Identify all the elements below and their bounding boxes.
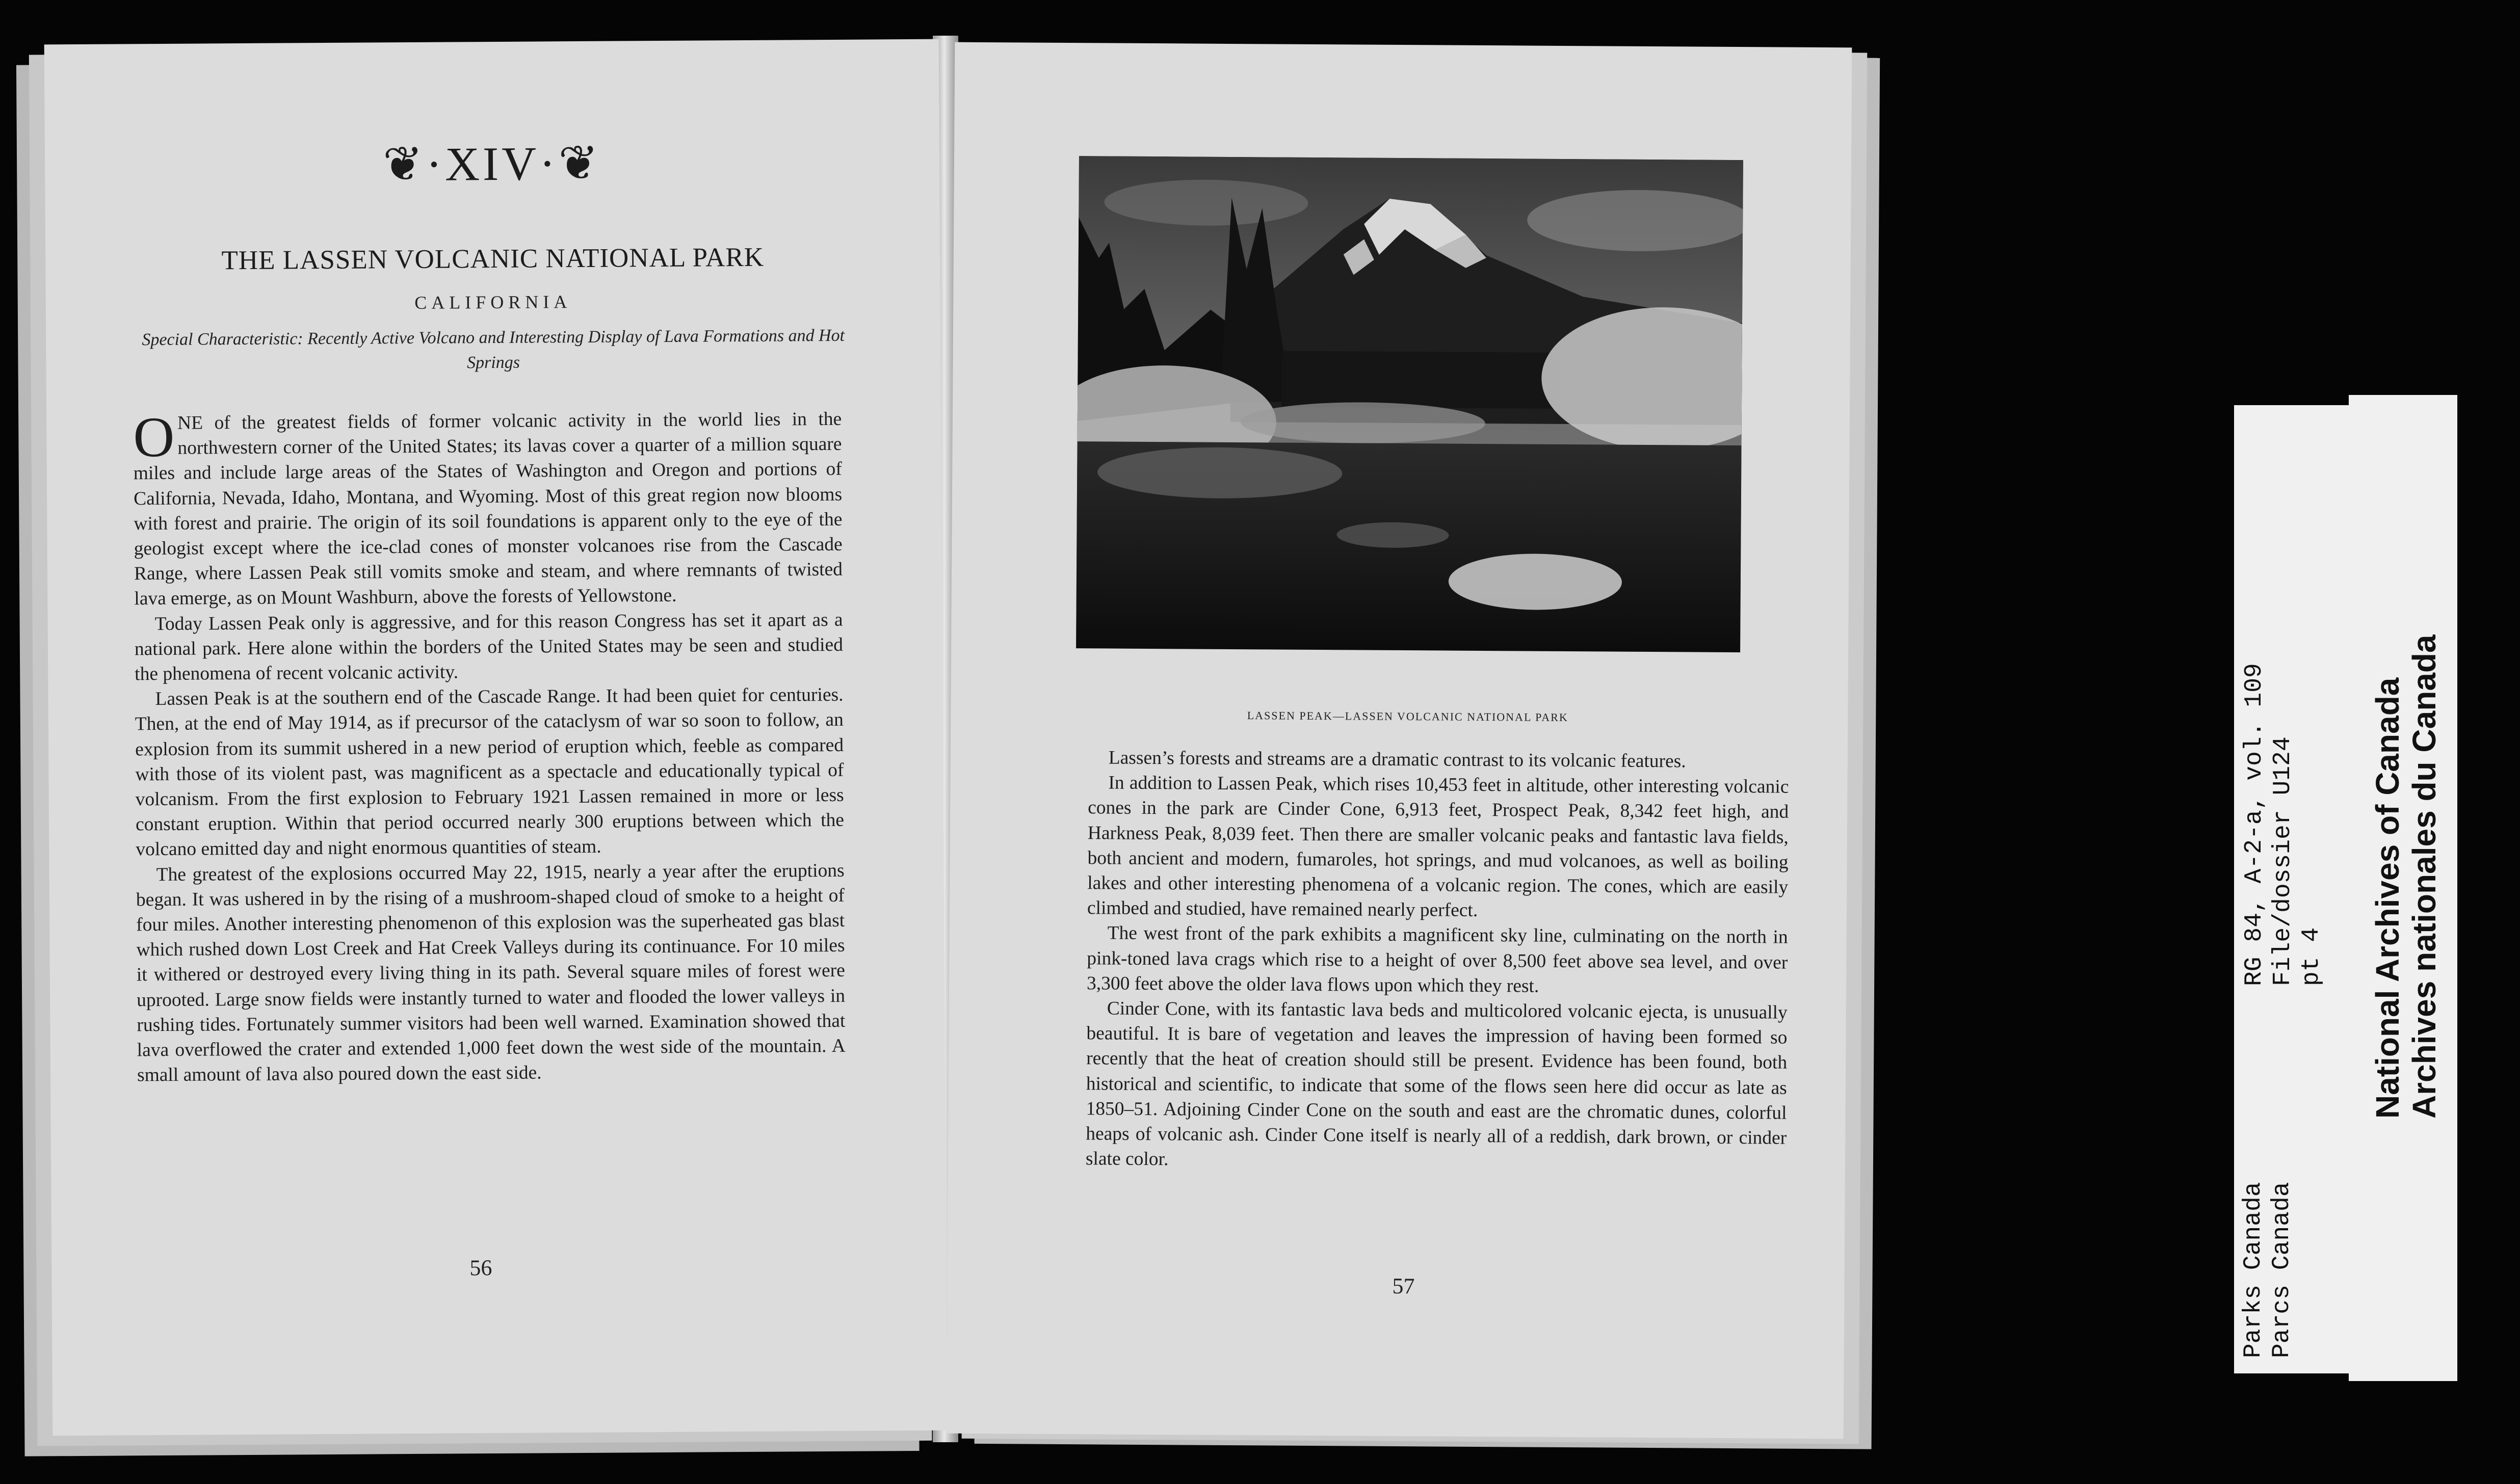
archive-reference-label (2234, 405, 2352, 1373)
lassen-peak-photo (1076, 156, 1743, 652)
right-page (947, 42, 1852, 1439)
left-body-text (133, 407, 846, 1088)
parks-canada-text: Parks Canada Parcs Canada (2240, 1182, 2296, 1358)
chapter-subtitle-state: CALIFORNIA (414, 292, 572, 313)
landscape-photo-image (1076, 156, 1743, 652)
drop-cap: O (133, 405, 175, 469)
paragraph: ONE of the greatest fields of former volcanic activity in the world lies in the northwestern corner of the United States; its lavas cover a quarter of a million square miles and include large areas of the States of Washington and Oregon and portions of California, Nevada, Idaho, Montana, and Wyoming. Most of this great region now blooms with forest and prairie. The origin of its soil foundations is apparent only to the eye of the geologist except where the ice-clad cones of monster volcanoes rise from the Cascade Range, where Lassen Peak still vomits smoke and steam, and where remnants of twisted lava emerge, as on Mount Washburn, above the forests of Yellowstone. (133, 405, 843, 610)
chapter-title: THE LASSEN VOLCANIC NATIONAL PARK (221, 242, 765, 276)
left-page (44, 39, 948, 1436)
special-characteristic: Special Characteristic: Recently Active Volcano and Interesting Display of Lava Formations and Hot Springs (142, 326, 845, 373)
national-archives-text: National Archives of Canada Archives nationales du Canada (2369, 634, 2443, 1119)
paragraph: In addition to Lassen Peak, which rises 10,453 feet in altitude, other interesting volcanic cones in the park are Cinder Cone, 6,913 feet, Prospect Peak, 8,342 feet high, and Harkness Peak, 8,039 feet. Then there are smaller volcanic peaks and fantastic lava fields, both ancient and modern, fumaroles, hot springs, and mud volcanoes, as well as boiling lakes and other interesting phenomena of a volcanic region. The cones, which are easily climbed and studied, have remained nearly perfect. (1087, 772, 1789, 921)
chapter-number: ❦·XIV·❦ (382, 137, 602, 192)
paragraph: Today Lassen Peak only is aggressive, and for this reason Congress has set it apart as a national park. Here alone within the borders of the United States may be seen and studied the phenomena of recent volcanic activity. (134, 609, 844, 685)
file-reference-text: RG 84, A-2-a, vol. 109 File/dossier U124 pt 4 (2241, 663, 2325, 986)
national-archives-label (2349, 395, 2457, 1381)
paragraph: Lassen Peak is at the southern end of the Cascade Range. It had been quiet for centuries. Then, at the end of May 1914, as if precursor of the cataclysm of war so soon to follow, an explosion from its summit ushered in a new period of eruption which, feeble as compared with those of its violent past, was magnificent as a spectacle and educationally typical of volcanism. From the first explosion to February 1921 Lassen remained in more or less constant eruption. Within that period occurred nearly 300 eruptions between which the volcano emitted day and night enormous quantities of steam. (135, 684, 845, 860)
page-number-right: 57 (1392, 1273, 1415, 1299)
paragraph: The west front of the park exhibits a magnificent sky line, culminating on the north in pink-toned lava crags which rise to a height of over 8,500 feet above sea level, and over 3,300 feet above the older lava flows upon which they rest. (1086, 922, 1788, 997)
right-body-text (1086, 745, 1789, 1176)
photo-caption: LASSEN PEAK—LASSEN VOLCANIC NATIONAL PARK (1247, 709, 1568, 724)
page-number-left: 56 (469, 1255, 492, 1281)
paragraph: Cinder Cone, with its fantastic lava beds and multicolored volcanic ejecta, is unusually beautiful. It is bare of vegetation and leaves the impression of having been formed so recently that the heat of creation should still be present. Evidence has been found, both historical and scientific, to indicate that some of the flows seen here did occur as late as 1850–51. Adjoining Cinder Cone on the south and east are the chromatic dunes, colorful heaps of volcanic ash. Cinder Cone itself is nearly all of a reddish, dark brown, or cinder slate color. (1085, 998, 1788, 1170)
paragraph: The greatest of the explosions occurred May 22, 1915, nearly a year after the eruptions began. It was ushered in by the rising of a mushroom-shaped cloud of smoke to a height of four miles. Another interesting phenomenon of this explosion was the superheated gas blast which rushed down Lost Creek and Hat Creek Valleys during its continuance. For 10 miles it withered or destroyed every living thing in its path. Several square miles of forest were uprooted. Large snow fields were instantly turned to water and flooded the lower valleys in rushing tides. Fortunately summer visitors had been well warned. Examination showed that lava overflowed the crater and extended 1,000 feet down the west side of the mountain. A small amount of lava also poured down the east side. (136, 860, 846, 1086)
paragraph: Lassen’s forests and streams are a dramatic contrast to its volcanic features. (1108, 747, 1686, 772)
